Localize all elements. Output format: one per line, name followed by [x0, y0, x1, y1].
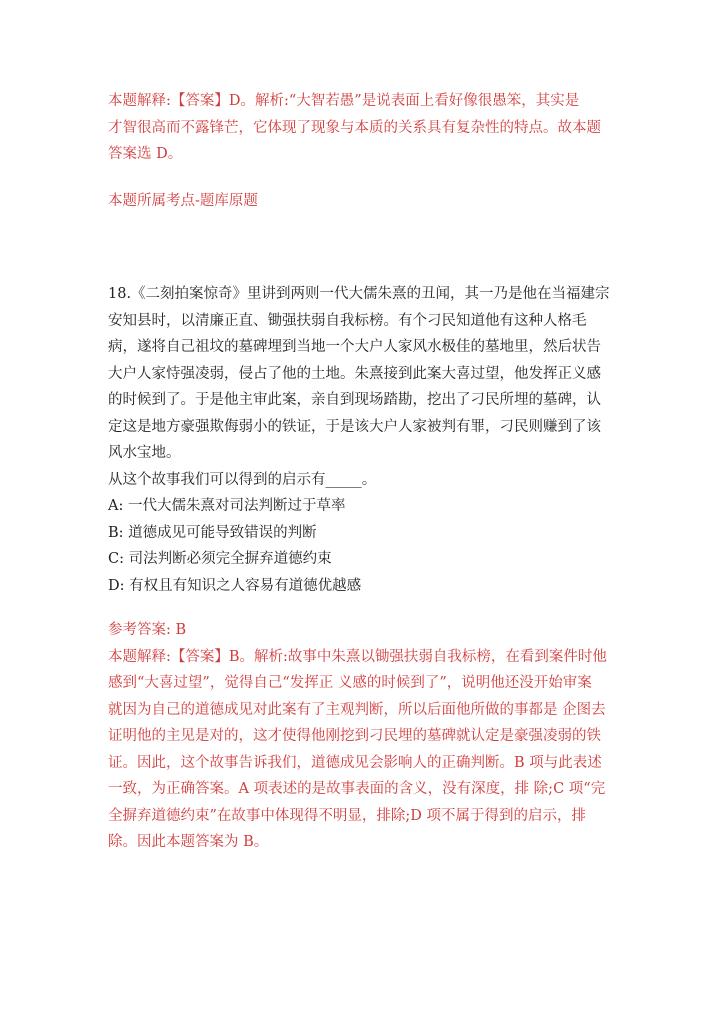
category-label: 本题所属考点-题库原题 — [108, 192, 258, 209]
question-prompt: 从这个故事我们可以得到的启示有_____。 — [108, 471, 377, 488]
option-a: A: 一代大儒朱熹对司法判断过于草率 — [108, 498, 346, 514]
question-line: 18.《二刻拍案惊奇》里讲到两则一代大儒朱熹的丑闻，其一乃是他在当福建宗 — [108, 286, 610, 302]
question-line: 的时候到了。于是他主审此案，亲自到现场踏勘，挖出了刁民所埋的墓碑，认 — [108, 392, 601, 408]
option-c: C: 司法判断必须完全摒弃道德约束 — [108, 551, 332, 567]
explanation-line: 除。因此本题答案为 B。 — [108, 834, 269, 850]
document-page — [108, 88, 620, 856]
answer-explanation — [108, 644, 620, 856]
option-b: B: 道德成见可能导致错误的判断 — [108, 524, 317, 541]
previous-explanation — [108, 88, 620, 168]
question-line: 安知县时，以清廉正直、锄强扶弱自我标榜。有个刁民知道他有这种人格毛 — [108, 312, 587, 329]
question-line: 病，遂将自己祖坟的墓碑埋到当地一个大户人家风水极佳的墓地里，然后状告 — [108, 339, 601, 355]
question-line: 风水宝地。 — [108, 445, 181, 461]
option-d: D: 有权且有知识之人容易有道德优越感 — [108, 577, 362, 594]
explanation-line: 答案选 D。 — [108, 146, 183, 162]
question-line: 大户人家恃强凌弱，侵占了他的土地。朱熹接到此案大喜过望，他发挥正义感 — [108, 365, 601, 382]
explanation-line: 全摒弃道德约束”在故事中体现得不明显，排除;D 项不属于得到的启示，排 — [108, 807, 587, 824]
explanation-line: 本题解释:【答案】B。解析:故事中朱熹以锄强扶弱自我标榜，在看到案件时他 — [108, 648, 607, 665]
question-line: 定这是地方豪强欺侮弱小的铁证，于是该大户人家被判有罪，刁民则赚到了该 — [108, 418, 601, 435]
question-block — [108, 281, 620, 599]
explanation-line: 证。因此，这个故事告诉我们，道德成见会影响人的正确判断。B 项与此表述 — [108, 754, 602, 771]
explanation-line: 本题解释:【答案】D。解析:“大智若愚”是说表面上看好像很愚笨，其实是 — [108, 93, 580, 109]
explanation-line: 感到“大喜过望”，觉得自己“发挥正 义感的时候到了”，说明他还没开始审案 — [108, 675, 592, 691]
explanation-line: 证明他的主见是对的，这才使得他刚挖到刁民埋的墓碑就认定是豪强凌弱的铁 — [108, 728, 601, 744]
explanation-line: 一致，为正确答案。A 项表述的是故事表面的含义，没有深度，排 除;C 项“完 — [108, 781, 606, 797]
explanation-line: 才智很高而不露锋芒，它体现了现象与本质的关系具有复杂性的特点。故本题 — [108, 119, 601, 136]
explanation-line: 就因为自己的道德成见对此案有了主观判断，所以后面他所做的事都是 企图去 — [108, 701, 606, 718]
reference-answer: 参考答案: B — [108, 622, 187, 638]
